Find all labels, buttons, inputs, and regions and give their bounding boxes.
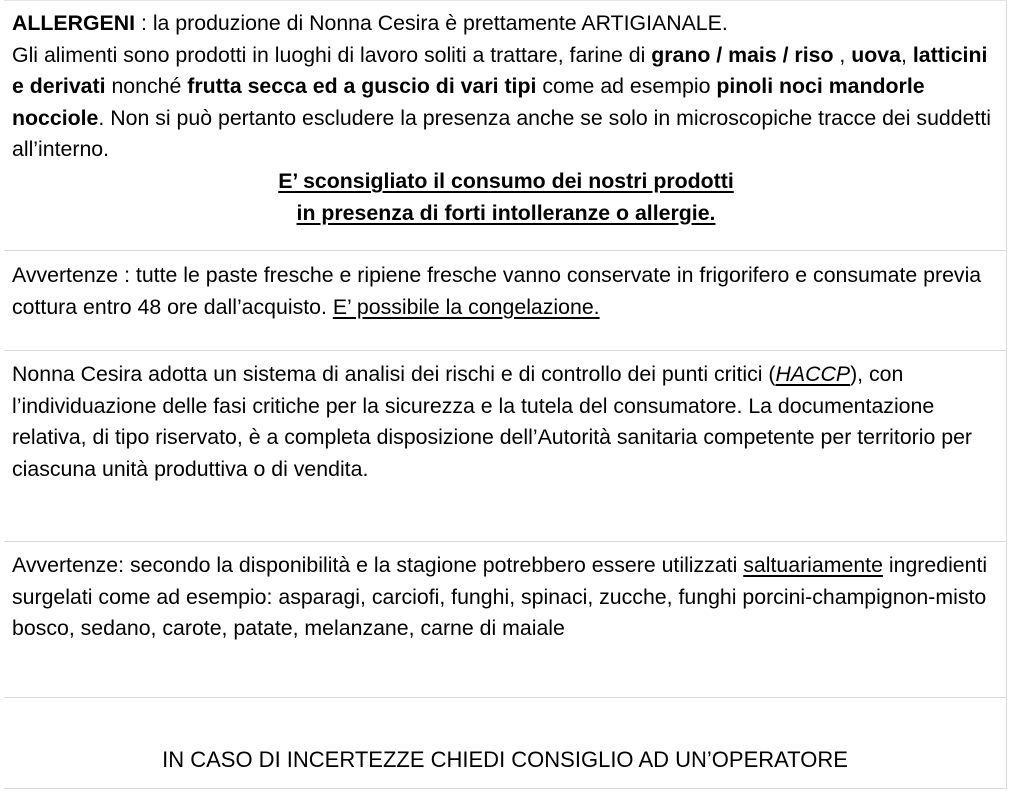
allergen-eggs: uova [851, 42, 901, 67]
separator: , [900, 42, 913, 67]
haccp-acronym: HACCP [775, 362, 851, 386]
allergens-text: Gli alimenti sono prodotti in luoghi di lavoro soliti a trattare, farine di [12, 42, 652, 67]
allergens-tail: . Non si può pertanto escludere la presenza anche se solo in microscopiche tracce dei suddetti all’interno. [12, 105, 992, 162]
allergen-nut-examples: pinoli noci mandorle nocciole [12, 74, 925, 130]
divider [4, 697, 1006, 698]
storage-section [4, 260, 1006, 323]
allergens-heading: ALLERGENI [12, 11, 136, 35]
separator: , [833, 42, 852, 67]
notice-sheet [4, 0, 1007, 789]
separator: nonché [105, 74, 188, 99]
divider [4, 541, 1006, 542]
operator-advice: IN CASO DI INCERTEZZE CHIEDI CONSIGLIO AD UN’OPERATORE [162, 747, 848, 772]
allergen-grains: grano / mais / riso [651, 42, 834, 67]
allergen-dairy: latticini e derivati [12, 42, 988, 99]
frozen-intro: Avvertenze: secondo la disponibilità e la stagione potrebbero essere utilizzati [12, 553, 744, 577]
haccp-intro: Nonna Cesira adotta un sistema di analisi dei rischi e di controllo dei punti critici ( [12, 362, 776, 386]
haccp-text: ), con l’individuazione delle fasi critiche per la sicurezza e la tutela del consumatore. La documentazione relativa, di tipo riservato, è a completa disposizione dell’Autorità sanitaria competente per territorio per ciascuna unità produttiva o di vendita. [12, 362, 973, 481]
frozen-text: ingredienti surgelati come ad esempio: asparagi, carciofi, funghi, spinaci, zucche, funghi porcini-champignon-misto bosco, sedano, carote, patate, melanzane, carne di maiale [12, 553, 988, 641]
allergens-section [4, 8, 1006, 229]
allergen-nuts: frutta secca ed a guscio di vari tipi [187, 74, 537, 99]
divider [4, 250, 1006, 251]
freeze-note: E’ possibile la congelazione. [332, 294, 600, 319]
storage-text: Avvertenze : tutte le paste fresche e ripiene fresche vanno conservate in frigorifero e consumate previa cottura entro 48 ore dall’acquisto. [12, 263, 982, 319]
haccp-section [4, 359, 1006, 485]
divider [4, 350, 1006, 351]
occasionally-word: saltuariamente [743, 553, 883, 577]
allergy-warning-line-2: in presenza di forti intolleranze o allergie. [296, 200, 716, 225]
separator: come ad esempio [536, 74, 717, 99]
allergens-intro: : la produzione di Nonna Cesira è prettamente ARTIGIANALE. [135, 11, 728, 35]
allergy-warning-line-1: E’ sconsigliato il consumo dei nostri prodotti [278, 168, 734, 193]
frozen-ingredients-section [4, 550, 1006, 645]
